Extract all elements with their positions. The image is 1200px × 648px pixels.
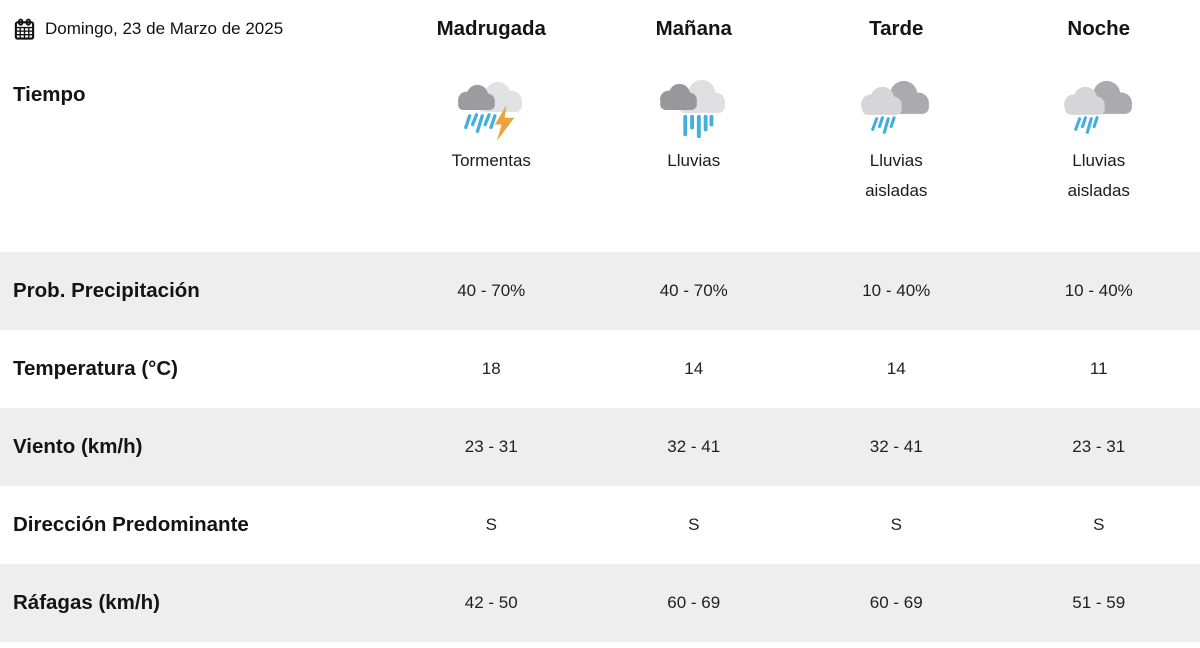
condition-label: Lluvias <box>667 151 721 170</box>
column-header-manana: Mañana <box>655 17 732 40</box>
row-label-rafagas: Ráfagas (km/h) <box>13 591 160 614</box>
row-label-direccion: Dirección Predominante <box>13 513 249 536</box>
condition-label: Lluvias aisladas <box>865 151 928 200</box>
scattered-showers-icon <box>1058 78 1140 142</box>
direccion-manana: S <box>688 515 700 534</box>
date-text: Domingo, 23 de Marzo de 2025 <box>45 19 284 38</box>
viento-noche: 23 - 31 <box>1072 437 1126 456</box>
column-header-tarde: Tarde <box>869 17 924 40</box>
rafagas-manana: 60 - 69 <box>667 593 721 612</box>
temperatura-madrugada: 18 <box>481 359 501 378</box>
tiempo-row <box>0 58 1200 252</box>
rafagas-tarde: 60 - 69 <box>869 593 923 612</box>
temperatura-noche: 11 <box>1089 359 1108 378</box>
temperatura-tarde: 14 <box>886 359 906 378</box>
viento-madrugada: 23 - 31 <box>464 437 518 456</box>
precipitacion-madrugada: 40 - 70% <box>457 281 526 300</box>
direccion-madrugada: S <box>485 515 497 534</box>
row-label-tiempo: Tiempo <box>13 83 86 106</box>
temperature-row <box>0 330 1200 408</box>
precipitacion-manana: 40 - 70% <box>659 281 728 300</box>
precipitation-row <box>0 252 1200 330</box>
viento-manana: 32 - 41 <box>667 437 721 456</box>
rain-icon <box>653 78 735 142</box>
condition-label: Lluvias aisladas <box>1067 151 1130 200</box>
rafagas-madrugada: 42 - 50 <box>464 593 518 612</box>
rafagas-noche: 51 - 59 <box>1072 593 1126 612</box>
weather-cell-tarde <box>795 58 998 206</box>
precipitacion-noche: 10 - 40% <box>1064 281 1133 300</box>
wind-row <box>0 408 1200 486</box>
weather-cell-madrugada <box>390 58 593 176</box>
calendar-icon <box>13 18 36 41</box>
row-label-precipitacion: Prob. Precipitación <box>13 279 200 302</box>
wind-direction-row <box>0 486 1200 564</box>
precipitacion-tarde: 10 - 40% <box>862 281 931 300</box>
date-header <box>0 18 390 41</box>
storm-icon <box>450 78 532 142</box>
gusts-row <box>0 564 1200 642</box>
weather-cell-noche <box>998 58 1200 206</box>
bottom-spacer <box>0 642 1200 648</box>
temperatura-manana: 14 <box>684 359 704 378</box>
row-label-viento: Viento (km/h) <box>13 435 143 458</box>
weather-cell-manana <box>593 58 796 176</box>
viento-tarde: 32 - 41 <box>869 437 923 456</box>
row-label-temperatura: Temperatura (°C) <box>13 357 179 380</box>
direccion-noche: S <box>1093 515 1105 534</box>
column-header-madrugada: Madrugada <box>436 17 546 40</box>
direccion-tarde: S <box>890 515 902 534</box>
column-header-noche: Noche <box>1067 17 1131 40</box>
forecast-header-row <box>0 0 1200 58</box>
condition-label: Tormentas <box>451 151 531 170</box>
scattered-showers-icon <box>855 78 937 142</box>
